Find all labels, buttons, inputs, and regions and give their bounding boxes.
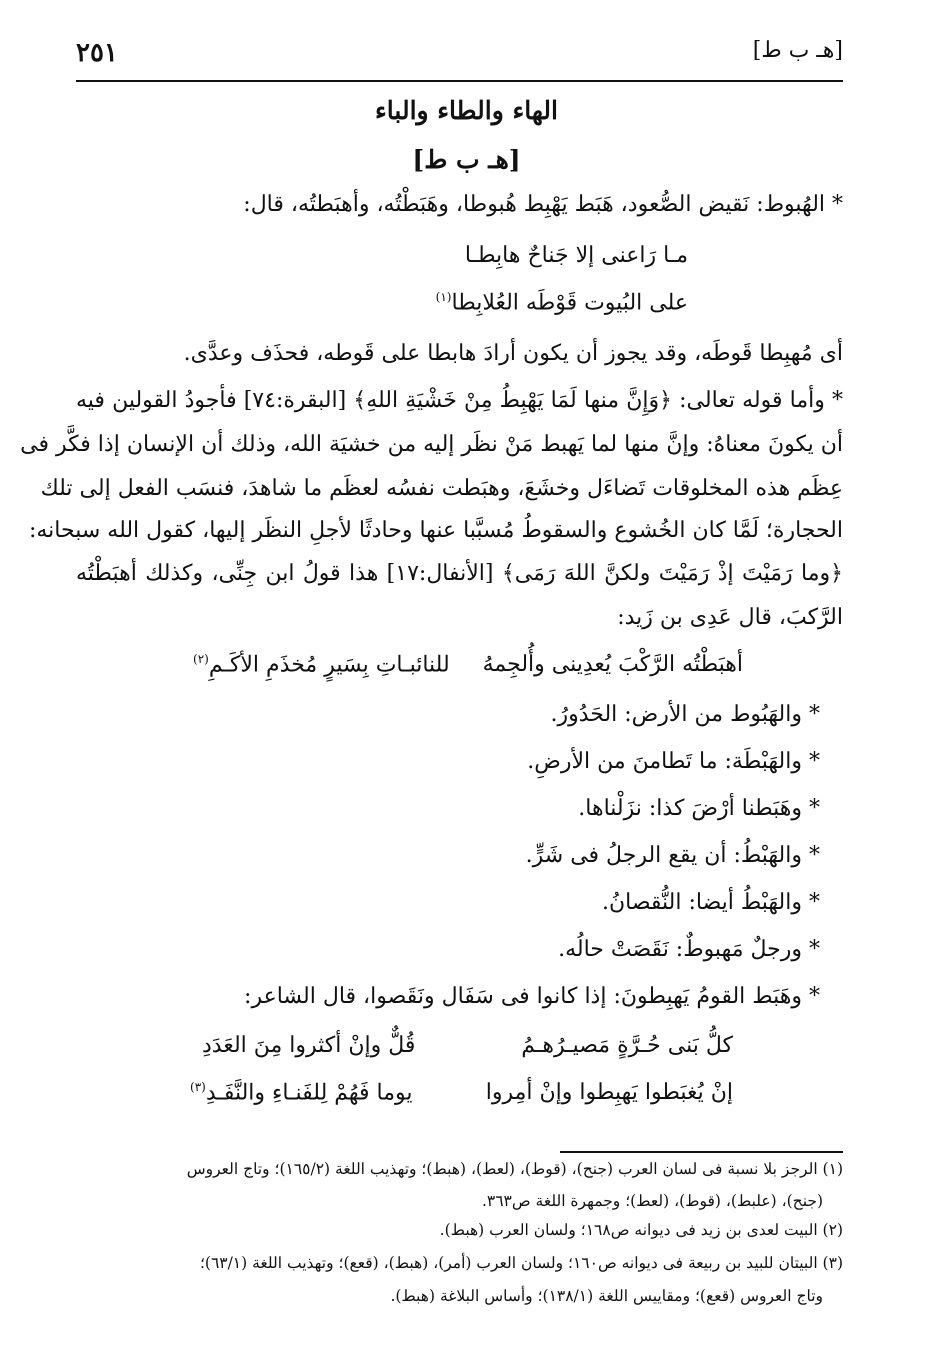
body-line: * وهَبَطنا أرْضَ كذا: نزَلْناها.: [578, 796, 820, 821]
body-line: عِظَم هذه المخلوقات تَضاءَل وخشَعَ، وهبَطت نفسُه لعظَم ما شاهدَ، فنسَب الفعل إلى تلك: [40, 476, 843, 501]
footnote-1-cont: (جنح)، (علبط)، (قوط)، (لعط)؛ وجمهرة اللغة ص٣٦٣.: [481, 1192, 823, 1210]
header-rule: [76, 80, 843, 82]
entry-title: [هـ ب ط]: [412, 145, 521, 174]
body-line: * والهَبْطُ: أن يقع الرجلُ فى شَرٍّ.: [525, 843, 820, 868]
body-line: * وهَبَط القومُ يَهبِطونَ: إذا كانوا فى سَفَال ونَقَصوا، قال الشاعر:: [244, 984, 820, 1009]
body-line: أى مُهبِطا قَوطَه، وقد يجوز أن يكون أرادَ هابطا على قَوطه، فحذَف وعدَّى.: [183, 341, 843, 366]
body-line: * وأما قوله تعالى: ﴿وَإِنَّ منها لَمَا يَهْبِطُ مِنْ خَشْيَةِ اللهِ﴾ [البقرة:٧٤] فأجودُ القولين فيه: [76, 388, 843, 413]
footnote-ref: (٢): [193, 652, 209, 666]
footnote-2: (٢) البيت لعدى بن زيد فى ديوانه ص١٦٨؛ ولسان العرب (هبط).: [439, 1221, 843, 1239]
body-line: * والهَبْطَة: ما تَطامنَ من الأرضِ.: [527, 749, 820, 774]
body-line: ﴿وما رَمَيْتَ إذْ رَمَيْتَ ولكنَّ اللهَ رَمَى﴾ [الأنفال:١٧] هذا قولُ ابن جِنِّى، وكذلك أهبَطْتُه: [76, 561, 843, 586]
footnote-3-cont: وتاج العروس (قعع)؛ ومقاييس اللغة (١٣٨/١)؛ وأساس البلاغة (هبط).: [390, 1287, 823, 1305]
verse-right: كلُّ بَنى حُـرَّةٍ مَصيـرُهـمُ: [521, 1033, 733, 1058]
verse-line: مـا رَاعنى إلا جَناحٌ هابِطـا: [464, 243, 688, 268]
footnote-ref: (٣): [190, 1080, 206, 1094]
footnote-ref: (١): [435, 290, 452, 304]
footnote-1: (١) الرجز بلا نسبة فى لسان العرب (جنح)، (قوط)، (لعط)، (هبط)؛ وتهذيب اللغة (١٦٥/٢)؛ وتاج العروس: [186, 1160, 843, 1178]
verse-right: أهبَطْتُه الرَّكْبَ يُعدِينى وأُلجِمهُ: [482, 652, 743, 677]
body-line: * ورجلٌ مَهبوطٌ: نَقَصَتْ حالُه.: [558, 937, 820, 962]
verse-right: إنْ يُغبَطوا يَهبِطوا وإنْ أمِروا: [485, 1080, 733, 1105]
verse-left: قُلٌّ وإنْ أكثروا مِنَ العَدَدِ: [202, 1033, 416, 1058]
body-line: * والهَبْطُ أيضا: النُّقصانُ.: [601, 890, 820, 915]
verse-text: على البُيوت قَوْطَه العُلابِطا: [451, 290, 688, 316]
verse-text: يوما فَهُمْ لِلفَنـاءِ والنَّفَـدِ: [205, 1080, 413, 1106]
body-line: أن يكونَ معناهُ: وإنَّ منها لما يَهبط مَنْ نظَر إليه من خشيَة الله، وذلك أن الإنسان إذا فكَّر فى: [20, 432, 843, 457]
body-line: الحجارة؛ لَمَّا كان الخُشوع والسقوطُ مُسبَّبا عنها وحادثًا لأجلِ النظَر إليها، كقول الله سبحانه:: [28, 518, 843, 543]
verse-text: للنائبـاتِ بِسَيرٍ مُخذَمِ الأكَـمِ: [208, 652, 450, 678]
body-line: * والهَبُوط من الأرض: الحَدُورُ.: [550, 702, 820, 727]
page-number: ٢٥١: [76, 38, 118, 68]
verse-left: [190, 1080, 413, 1105]
verse-line: [436, 290, 688, 315]
verse-left: [193, 652, 450, 677]
body-line: * الهُبوط: نَقيض الصُّعود، هَبَط يَهْبِط هُبوطا، وهَبَطْتُه، وأهبَطتُه، قال:: [243, 192, 843, 217]
body-line: الرَّكبَ، قال عَدِى بن زَيد:: [617, 605, 843, 630]
footnote-3: (٣) البيتان للبيد بن ربيعة فى ديوانه ص١٦٠؛ ولسان العرب (أمر)، (هبط)، (قعع)؛ وتهذيب اللغة (٦٣/١)؛: [199, 1254, 843, 1272]
footnote-rule: [560, 1151, 843, 1153]
running-head: [هـ ب ط]: [752, 38, 843, 63]
section-title: الهاء والطاء والباء: [375, 96, 558, 125]
